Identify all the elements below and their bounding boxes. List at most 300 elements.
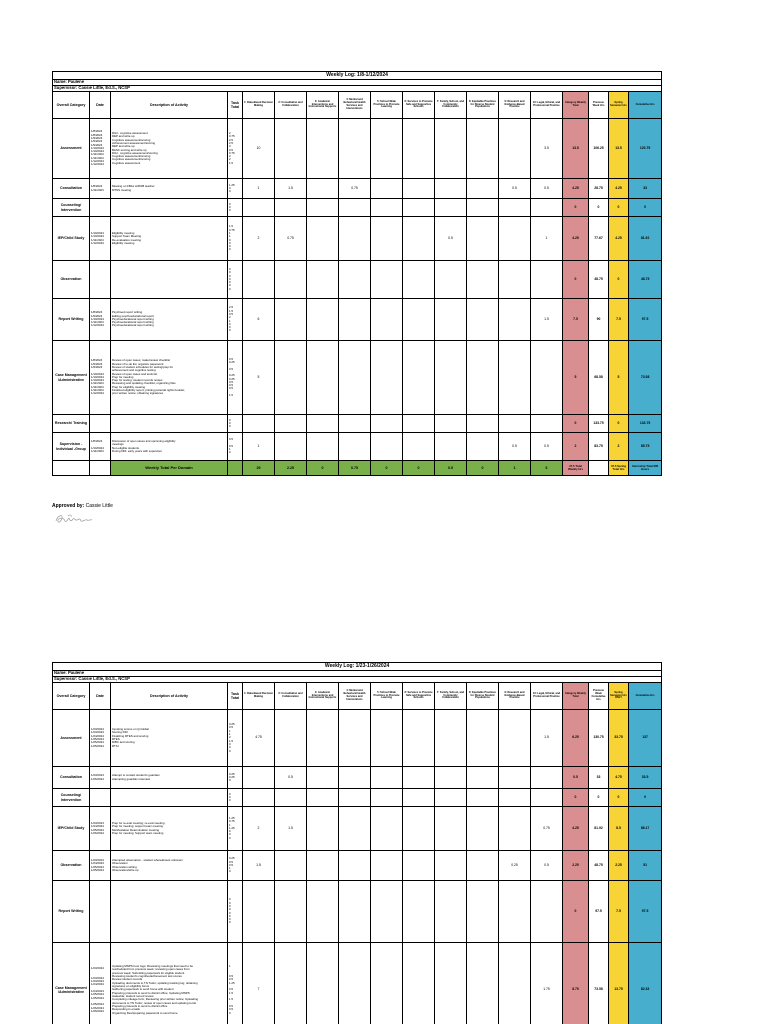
domain-2-hours (275, 199, 307, 217)
domain-3-hours (307, 217, 339, 261)
spring-semester-hours: 7.5 (609, 299, 629, 341)
category-row (53, 261, 662, 299)
spring-semester-hours: 4.25 (609, 179, 629, 199)
supervisor-name: Supervisor: Cassie Little, Ed.S., NCSP (53, 677, 662, 683)
col-header-date: Date (90, 92, 111, 119)
domain-1-hours: 2 (243, 807, 275, 851)
category-weekly-total: 8.75 (563, 943, 589, 1024)
cumulative-hours: 0 (629, 199, 662, 217)
cumulative-hours: 73.58 (629, 341, 662, 415)
activity-descriptions: Attempt to contact student's guardian Attempting guardian interview (111, 767, 228, 789)
domain-9-hours (499, 261, 531, 299)
domain-10-hours: 3.5 (531, 119, 563, 179)
domain-3-hours (307, 299, 339, 341)
activity-descriptions (111, 881, 228, 943)
col-header-spring: Spring Semester Hrs ONLY (609, 683, 629, 710)
domain-5-hours (371, 415, 403, 433)
spring-semester-hours: 0 (609, 261, 629, 299)
col-header-domain-9: 9: Research and Evidence-Based Practice (499, 683, 531, 710)
domain-1-hours (243, 767, 275, 789)
domain-7-hours (435, 119, 467, 179)
task-totals: 0.5 0.5 1 0 (228, 433, 243, 461)
domain-4-hours (339, 261, 371, 299)
domain-6-hours (403, 807, 435, 851)
domain-4-hours (339, 943, 371, 1024)
previous-week-hours: 130.75 (589, 710, 609, 767)
spring-semester-hours: 5 (609, 341, 629, 415)
domain-3-hours (307, 789, 339, 807)
task-totals: 0 0 0 (228, 415, 243, 433)
col-header-category: Overall Category (53, 683, 90, 710)
category-weekly-total: 0 (563, 789, 589, 807)
domain-2-hours (275, 881, 307, 943)
approval-line (52, 503, 113, 509)
category-label: Report Writing (53, 299, 90, 341)
domain-6-hours (403, 710, 435, 767)
category-label: Report Writing (53, 881, 90, 943)
col-header-cumulative: Cumulative Hrs (629, 683, 662, 710)
domain-2-hours (275, 261, 307, 299)
domain-1-hours: 1.5 (243, 851, 275, 881)
activity-dates: 1/23/2024 1/24/2024 1/25/2024 1/26/2024 (90, 807, 111, 851)
category-row (53, 767, 662, 789)
col-header-domain-6: 6: Services to Promote Safe and Supportive Schools (403, 92, 435, 119)
domain-6-hours (403, 261, 435, 299)
activity-descriptions: Meeting on FBAs w/ROB teacher MTSS meeting (111, 179, 228, 199)
domain-5-hours (371, 217, 403, 261)
domain-9-hours: 0.5 (499, 179, 531, 199)
domain-2-hours (275, 299, 307, 341)
domain-1-hours: 7 (243, 943, 275, 1024)
task-totals: 2.5 1.5 0.5 2 1 0 0 0 (228, 299, 243, 341)
activity-dates: 1/8/2024 1/9/2024 1/9/2024 1/10/2024 1/10/2024 1/10/2024 1/11/2024 1/11/2024 1/11/2024 1/12/2024 (90, 341, 111, 415)
domain-7-weekly-total: 0.5 (435, 461, 467, 476)
domain-6-hours (403, 881, 435, 943)
spring-semester-hours: 7.5 (609, 881, 629, 943)
col-header-task-total: Task Total (228, 92, 243, 119)
cumulative-hours: 137 (629, 710, 662, 767)
domain-3-hours (307, 881, 339, 943)
previous-week-hours: 28.75 (589, 179, 609, 199)
domain-5-hours (371, 179, 403, 199)
activity-dates (90, 415, 111, 433)
category-row (53, 119, 662, 179)
domain-10-hours: 0.75 (531, 807, 563, 851)
domain-3-hours (307, 710, 339, 767)
domain-6-hours (403, 341, 435, 415)
domain-8-hours (467, 199, 499, 217)
domain-5-weekly-total: 0 (371, 461, 403, 476)
activity-descriptions: Inputting scores on Q-Global Scoring DDI Finalizing RTES and scoring RTES DIBC and scoring RTSI (111, 710, 228, 767)
domain-6-weekly-total: 0 (403, 461, 435, 476)
col-header-description: Description of Activity (111, 683, 228, 710)
domain-8-hours (467, 341, 499, 415)
spring-semester-hours: 2 (609, 433, 629, 461)
domain-5-hours (371, 851, 403, 881)
domain-2-hours (275, 851, 307, 881)
col-header-domain-1: 1: Data-Based Decision Making (243, 683, 275, 710)
domain-1-hours: 6 (243, 299, 275, 341)
col-header-previous-week: Previous Week Cumulative Hrs (589, 683, 609, 710)
domain-9-hours (499, 119, 531, 179)
task-totals: 0.25 0.25 0 (228, 767, 243, 789)
category-weekly-total: 0 (563, 199, 589, 217)
domain-4-weekly-total: 0.75 (339, 461, 371, 476)
spring-semester-hours: 13.5 (609, 119, 629, 179)
col-header-domain-4: 4: Mental and Behavioral Health Services and Interventions (339, 92, 371, 119)
domain-8-hours (467, 851, 499, 881)
col-header-spring: Spring Semester Hrs (609, 92, 629, 119)
domain-6-hours (403, 199, 435, 217)
domain-8-weekly-total: 0 (467, 461, 499, 476)
col-header-description: Description of Activity (111, 92, 228, 119)
cumulative-hours: 86.17 (629, 807, 662, 851)
domain-10-hours: 1 (531, 217, 563, 261)
domain-10-hours: 1.5 (531, 710, 563, 767)
domain-8-hours (467, 261, 499, 299)
activity-dates: 1/23/2024 1/24/2024 1/25/2024 1/25/2024 (90, 851, 111, 881)
category-weekly-total: 13.5 (563, 119, 589, 179)
domain-9-hours: 0.5 (499, 433, 531, 461)
domain-5-hours (371, 881, 403, 943)
blank-cell (228, 461, 243, 476)
domain-6-hours (403, 851, 435, 881)
domain-4-hours (339, 415, 371, 433)
domain-2-hours: 0.5 (275, 767, 307, 789)
task-totals: 0 0 0 0 0 0 0 (228, 261, 243, 299)
col-header-category-weekly: Category Weekly Total (563, 683, 589, 710)
previous-week-hours: 90 (589, 299, 609, 341)
domain-9-hours: 0.25 (499, 851, 531, 881)
domain-5-hours (371, 299, 403, 341)
domain-10-hours (531, 261, 563, 299)
col-header-domain-9: 9: Research and Evidence-Based Practice (499, 92, 531, 119)
activity-dates (90, 881, 111, 943)
domain-5-hours (371, 807, 403, 851)
cumulative-hours: 82.33 (629, 943, 662, 1024)
activity-dates (90, 261, 111, 299)
activity-descriptions (111, 261, 228, 299)
task-totals: 1.25 0.75 1 1.25 0 0 0 (228, 807, 243, 851)
domain-3-hours (307, 851, 339, 881)
domain-10-hours: 0.5 (531, 179, 563, 199)
domain-1-hours (243, 881, 275, 943)
activity-dates (90, 199, 111, 217)
spring-semester-hours: 4.25 (609, 217, 629, 261)
domain-3-hours (307, 261, 339, 299)
previous-week-hours: 0 (589, 199, 609, 217)
domain-9-weekly-total: 1 (499, 461, 531, 476)
log-title: Weekly Log: 1/8-1/12/2024 (53, 72, 662, 80)
task-totals: 1.5 0.75 1 1 0 0 0 0 (228, 217, 243, 261)
category-weekly-total: 2.25 (563, 851, 589, 881)
domain-9-hours (499, 199, 531, 217)
student-name: Name: Paulene (53, 671, 662, 677)
task-totals: 0.25 0.5 1 1 2 1.5 0 0 0 (228, 710, 243, 767)
category-row (53, 179, 662, 199)
col-header-domain-6: 6: Services to Promote Safe and Supportive Schools (403, 683, 435, 710)
domain-9-hours (499, 299, 531, 341)
domain-9-hours (499, 710, 531, 767)
domain-1-hours: 2 (243, 217, 275, 261)
category-weekly-total: 4.25 (563, 217, 589, 261)
previous-week-hours: 48.75 (589, 261, 609, 299)
header-row (53, 683, 662, 710)
category-label: Consultation (53, 767, 90, 789)
previous-week-hours: 133.75 (589, 415, 609, 433)
spring-semester-hours: 0 (609, 199, 629, 217)
domain-10-hours: 0.5 (531, 851, 563, 881)
total-weekly-hours: 37.5 Total Weekly Hrs (563, 461, 589, 476)
domain-4-hours (339, 851, 371, 881)
activity-descriptions: Attempted observation - student whereabouts unknown Observation Observation writing Observation/write up (111, 851, 228, 881)
cumulative-hours: 33 (629, 179, 662, 199)
activity-descriptions: DIAl - cognitive assessment DEP and write up Cognitive assessment/scoring Achievement assessment/scoring DEP and write up BASC scoring and write up DIAl - cognitive assessment/scoring Cognitive assessment/scoring Cognitive assessment/scoring Cognitive assessment (111, 119, 228, 179)
category-label: Supervision -Individual -Group (53, 433, 90, 461)
category-row (53, 199, 662, 217)
domain-1-hours (243, 261, 275, 299)
category-row (53, 433, 662, 461)
activity-descriptions: Prep for re-eval meeting; re-eval meeting Prep for meeting; support team meeting Manifestation Determination meeting Prep for meeting; Support team meeting (111, 807, 228, 851)
activity-dates: 1/8/2024 1/9/2024 1/10/2024 1/11/2024 1/12/2024 (90, 299, 111, 341)
activity-dates: 1/8/2024 1/11/2024 (90, 179, 111, 199)
domain-3-hours (307, 199, 339, 217)
domain-6-hours (403, 767, 435, 789)
category-weekly-total: 7.5 (563, 299, 589, 341)
weekly-log-1 (52, 71, 662, 476)
domain-7-hours (435, 341, 467, 415)
previous-week-hours: 0 (589, 789, 609, 807)
domain-10-hours: 1.75 (531, 943, 563, 1024)
task-totals: 2 0.75 2.5 2.5 3 0.5 0.75 2 2 1.5 (228, 119, 243, 179)
spring-semester-hours: 33.75 (609, 710, 629, 767)
domain-3-weekly-total: 0 (307, 461, 339, 476)
cumulative-hours: 48.75 (629, 261, 662, 299)
task-totals: 0 0 0 (228, 789, 243, 807)
previous-week-hours: 106.25 (589, 119, 609, 179)
domain-6-hours (403, 299, 435, 341)
domain-9-hours (499, 767, 531, 789)
category-weekly-total: 0 (563, 415, 589, 433)
domain-3-hours (307, 943, 339, 1024)
cumulative-hours: 97.5 (629, 881, 662, 943)
category-label: Research/ Training (53, 415, 90, 433)
domain-7-hours (435, 179, 467, 199)
domain-1-hours: 10 (243, 119, 275, 179)
category-row (53, 299, 662, 341)
task-totals: 0 0 0 0 0 0 0 0 (228, 881, 243, 943)
weekly-total-row (53, 461, 662, 476)
category-label: IEP/Child Study (53, 217, 90, 261)
domain-6-hours (403, 789, 435, 807)
col-header-domain-5: 5: School-Wide Practices to Promote Learning (371, 92, 403, 119)
category-weekly-total: 0 (563, 881, 589, 943)
activity-descriptions (111, 199, 228, 217)
domain-4-hours: 0.75 (339, 179, 371, 199)
weekly-total-label: Weekly Total Per Domain (111, 461, 228, 476)
domain-7-hours: 0.5 (435, 217, 467, 261)
category-label: Observation (53, 261, 90, 299)
task-totals: 0.25 0.5 0.5 1 0 (228, 851, 243, 881)
signature-image (54, 512, 94, 526)
domain-5-hours (371, 789, 403, 807)
domain-10-hours (531, 199, 563, 217)
domain-1-hours: 5 (243, 341, 275, 415)
col-header-category: Overall Category (53, 92, 90, 119)
domain-6-hours (403, 179, 435, 199)
domain-6-hours (403, 433, 435, 461)
col-header-previous-week: Previous Week Hrs (589, 92, 609, 119)
task-totals: 0 0 0 (228, 199, 243, 217)
domain-3-hours (307, 341, 339, 415)
domain-5-hours (371, 433, 403, 461)
activity-dates: 1/8/2024 1/10/2024 1/11/2024 (90, 433, 111, 461)
approved-by-label: Approved by: (52, 503, 85, 509)
domain-8-hours (467, 415, 499, 433)
domain-10-hours (531, 341, 563, 415)
activity-dates: 1/23/2024 1/23/2024 1/23/2024 1/24/2024 1/24/2024 1/25/2024 1/25/2024 1/25/2024 1/26/2024 1/26/2024 (90, 943, 111, 1024)
domain-6-hours (403, 217, 435, 261)
previous-week-hours: 77.67 (589, 217, 609, 261)
domain-2-weekly-total: 2.25 (275, 461, 307, 476)
domain-1-hours (243, 199, 275, 217)
domain-6-hours (403, 415, 435, 433)
category-row (53, 807, 662, 851)
domain-4-hours (339, 807, 371, 851)
header-row (53, 92, 662, 119)
previous-week-hours: 68.58 (589, 341, 609, 415)
domain-5-hours (371, 119, 403, 179)
activity-dates: 1/23/2024 1/26/2024 (90, 767, 111, 789)
activity-dates (90, 789, 111, 807)
col-header-domain-10: 10: Legal, Ethical, and Professional Practice (531, 683, 563, 710)
domain-7-hours (435, 433, 467, 461)
domain-5-hours (371, 341, 403, 415)
domain-2-hours (275, 710, 307, 767)
domain-3-hours (307, 179, 339, 199)
domain-7-hours (435, 415, 467, 433)
category-weekly-total: 4.25 (563, 179, 589, 199)
category-weekly-total: 0 (563, 261, 589, 299)
domain-5-hours (371, 710, 403, 767)
activity-dates: 1/23/2024 1/23/2024 1/24/2024 1/25/2024 1/25/2024 1/25/2024 (90, 710, 111, 767)
domain-2-hours (275, 119, 307, 179)
domain-4-hours (339, 767, 371, 789)
previous-week-hours: 73.58 (589, 943, 609, 1024)
approver-name: Cassie Little (85, 503, 113, 509)
col-header-domain-3: 3: Academic Interventions and Instructional Supports (307, 683, 339, 710)
activity-descriptions: Psychoed report writing Editing psychoeducational report Psychoeducational report writing Psychoeducational report writing Psychoeducational report writing (111, 299, 228, 341)
domain-7-hours (435, 807, 467, 851)
domain-8-hours (467, 119, 499, 179)
activity-descriptions: Eligibility meeting Support Team Meeting Re-evaluation meeting Eligibility meeting (111, 217, 228, 261)
domain-10-hours (531, 881, 563, 943)
domain-2-hours (275, 415, 307, 433)
col-header-domain-7: 7: Family, School, and Community Collaboration (435, 683, 467, 710)
col-header-domain-4: 4: Mental and Behavioral Health Services and Interventions (339, 683, 371, 710)
domain-7-hours (435, 851, 467, 881)
cumulative-hours: 133.75 (629, 415, 662, 433)
category-label: Counseling/ Intervention (53, 789, 90, 807)
col-header-cumulative: Cumulative Hrs (629, 92, 662, 119)
domain-8-hours (467, 433, 499, 461)
domain-4-hours (339, 341, 371, 415)
activity-descriptions (111, 415, 228, 433)
category-weekly-total: 2 (563, 433, 589, 461)
domain-3-hours (307, 767, 339, 789)
blank-cell (589, 461, 609, 476)
spring-semester-hours: 13.75 (609, 943, 629, 1024)
previous-week-hours: 81.92 (589, 807, 609, 851)
col-header-domain-8: 8: Equitable Practices for Diverse Student Populations (467, 683, 499, 710)
domain-5-hours (371, 261, 403, 299)
domain-3-hours (307, 119, 339, 179)
domain-8-hours (467, 299, 499, 341)
domain-9-hours (499, 217, 531, 261)
domain-7-hours (435, 943, 467, 1024)
activity-descriptions: Review of open cases; make/review checklist Review of to-do list; organize paperwork Review of student schedules for testing/prep for achievement and cognitive testing Review of open cases and tools list Prep for meeting Prep for testing; student records review Reviewing and updating checklist; organizing files Prep for eligibility meeting Finalized eligibility report; printing parental rights booklet; prior written notice; obtaining signatures (111, 341, 228, 415)
domain-7-hours (435, 767, 467, 789)
spring-semester-hours: 0 (609, 415, 629, 433)
domain-7-hours (435, 881, 467, 943)
category-row (53, 710, 662, 767)
col-header-task-total: Task Total (228, 683, 243, 710)
domain-10-hours: 1.5 (531, 299, 563, 341)
domain-7-hours (435, 710, 467, 767)
cumulative-hours: 120.75 (629, 119, 662, 179)
domain-4-hours (339, 119, 371, 179)
domain-4-hours (339, 217, 371, 261)
spring-total-hours: 37.5 Spring Total Hrs (609, 461, 629, 476)
domain-3-hours (307, 433, 339, 461)
category-row (53, 943, 662, 1024)
category-label: Consultation (53, 179, 90, 199)
previous-week-hours: 97.5 (589, 881, 609, 943)
cumulative-hours: 51 (629, 851, 662, 881)
domain-4-hours (339, 433, 371, 461)
activity-dates: 1/8/2024 1/8/2024 1/9/2024 1/9/2024 1/9/2024 1/10/2024 1/10/2024 1/11/2024 1/11/2024 1/12/2024 1/12/2024 (90, 119, 111, 179)
domain-4-hours (339, 199, 371, 217)
domain-7-hours (435, 261, 467, 299)
category-label: Assessment (53, 710, 90, 767)
domain-7-hours (435, 199, 467, 217)
cumulative-hours: 97.5 (629, 299, 662, 341)
category-label: Case Management /Administrative (53, 341, 90, 415)
domain-4-hours (339, 789, 371, 807)
task-totals: 1 0.5 0.5 1.25 0.5 1.5 1.5 0.5 0.5 0 (228, 943, 243, 1024)
task-totals: 0.5 0.25 0.5 0.25 0.25 0.5 0.5 0.5 1.5 (228, 341, 243, 415)
domain-8-hours (467, 217, 499, 261)
previous-week-hours: 48.75 (589, 851, 609, 881)
domain-9-hours (499, 943, 531, 1024)
domain-1-weekly-total: 25 (243, 461, 275, 476)
domain-1-hours (243, 789, 275, 807)
domain-2-hours: 1.5 (275, 179, 307, 199)
domain-5-hours (371, 767, 403, 789)
spring-semester-hours: 8.5 (609, 807, 629, 851)
cumulative-hours: 0 (629, 789, 662, 807)
domain-8-hours (467, 943, 499, 1024)
domain-9-hours (499, 881, 531, 943)
category-row (53, 851, 662, 881)
domain-8-hours (467, 807, 499, 851)
cumulative-hours: 33.5 (629, 767, 662, 789)
col-header-domain-3: 3: Academic Interventions and Instructional Supports (307, 92, 339, 119)
activity-descriptions (111, 789, 228, 807)
domain-4-hours (339, 299, 371, 341)
domain-7-hours (435, 789, 467, 807)
domain-5-hours (371, 943, 403, 1024)
